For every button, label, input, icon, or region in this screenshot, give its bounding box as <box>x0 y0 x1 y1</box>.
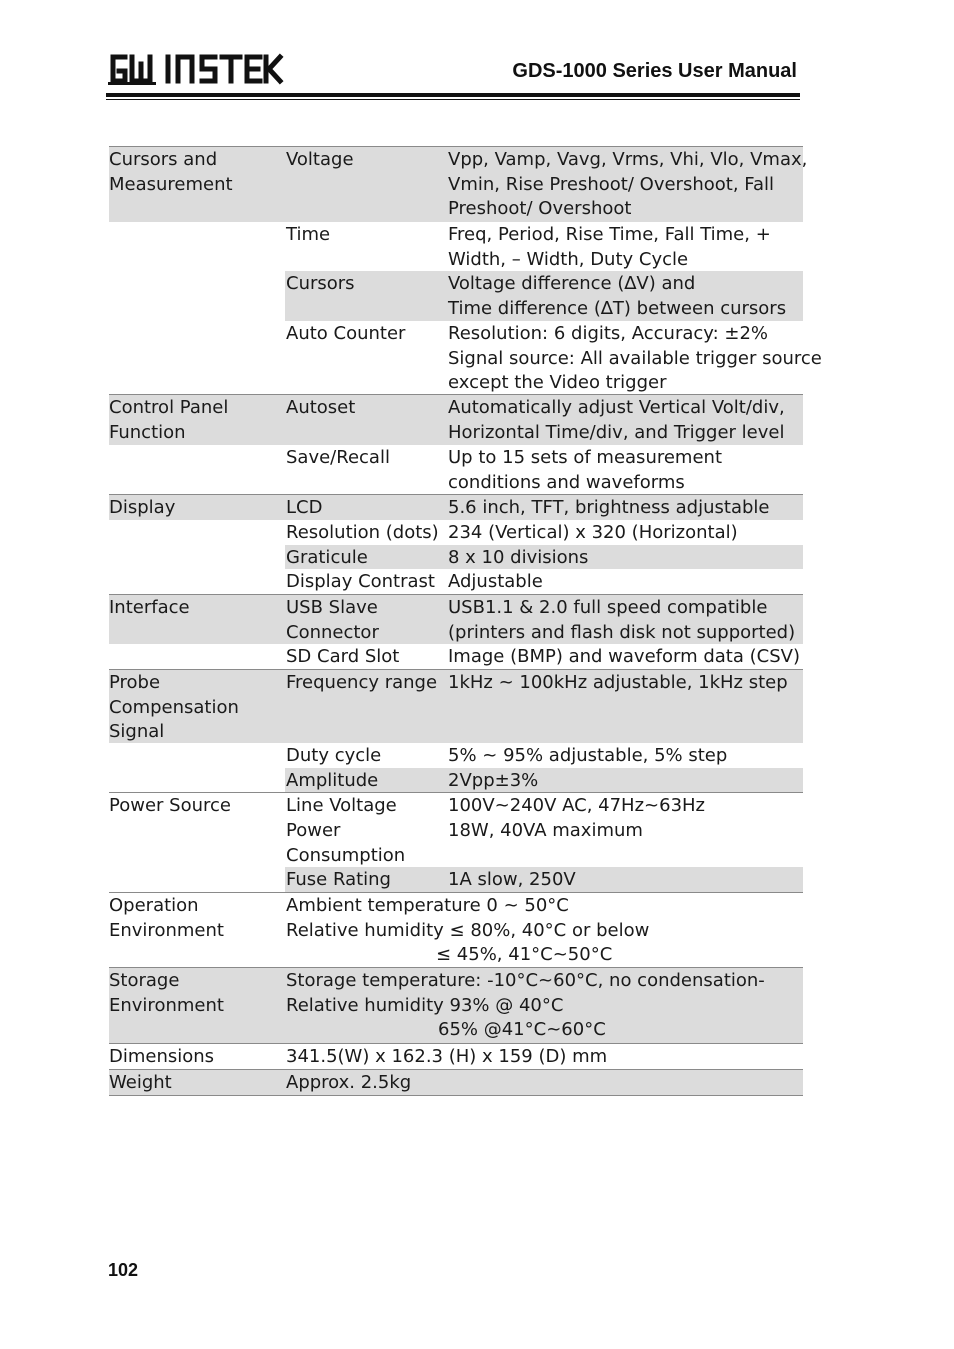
header-rule-thin <box>106 99 800 100</box>
spec-value-line: Relative humidity ≤ 80%, 40°C or below <box>286 919 650 941</box>
spec-value-line: Freq, Period, Rise Time, Fall Time, + <box>448 224 771 245</box>
spec-item-line: Display Contrast <box>286 571 435 592</box>
spec-value <box>448 596 803 645</box>
spec-category-line: Operation <box>109 895 199 916</box>
spec-category <box>109 894 281 943</box>
spec-category <box>109 1071 281 1096</box>
spec-category-line: Weight <box>109 1072 172 1093</box>
spec-value-line: Approx. 2.5kg <box>286 1072 412 1093</box>
spec-value <box>448 446 803 495</box>
spec-row <box>109 644 803 669</box>
spec-item-line: LCD <box>286 497 323 518</box>
spec-value <box>448 223 803 272</box>
spec-item <box>286 148 446 173</box>
spec-item <box>286 769 446 794</box>
spec-value-line: Voltage difference (∆V) and <box>448 273 696 294</box>
spec-category-line: Interface <box>109 597 190 618</box>
spec-value-line: Storage temperature: -10°C~60°C, no condensation- <box>286 970 765 991</box>
spec-item <box>286 596 446 645</box>
spec-item-line: Time <box>286 224 331 245</box>
spec-item <box>286 570 446 595</box>
spec-value <box>448 868 803 893</box>
spec-value <box>286 1071 803 1096</box>
spec-row <box>109 1043 803 1069</box>
spec-value <box>448 322 822 396</box>
spec-value <box>286 1045 803 1070</box>
spec-value <box>448 148 808 222</box>
spec-row <box>109 818 803 867</box>
spec-value <box>448 769 803 794</box>
spec-row <box>109 494 803 520</box>
spec-value-line: ≤ 45%, 41°C~50°C <box>436 944 613 966</box>
spec-item-line: Frequency range <box>286 672 438 693</box>
spec-row <box>109 768 803 792</box>
spec-category <box>109 148 281 197</box>
spec-item-line: Connector <box>286 621 379 643</box>
spec-value-line: Adjustable <box>448 571 543 592</box>
spec-category <box>109 496 281 521</box>
spec-category-line: Environment <box>109 919 224 941</box>
spec-category-line: Storage <box>109 970 180 991</box>
spec-value-line: except the Video trigger <box>448 372 667 394</box>
spec-item-line: Cursors <box>286 273 355 294</box>
spec-item <box>286 671 446 696</box>
spec-value <box>448 546 803 571</box>
spec-item-line: Consumption <box>286 844 406 866</box>
spec-item <box>286 446 446 471</box>
spec-value-line: 1kHz ~ 100kHz adjustable, 1kHz step <box>448 672 788 693</box>
spec-row <box>109 271 803 321</box>
spec-item <box>286 396 446 421</box>
spec-item <box>286 546 446 571</box>
spec-value-line: 65% @41°C~60°C <box>438 1019 606 1041</box>
spec-category-line: Probe <box>109 672 161 693</box>
spec-item <box>286 272 446 297</box>
spec-value-line: 5% ~ 95% adjustable, 5% step <box>448 745 728 766</box>
spec-category-line: Display <box>109 497 176 518</box>
spec-value <box>448 496 803 521</box>
spec-value <box>448 744 803 769</box>
spec-value-line: Ambient temperature 0 ~ 50°C <box>286 895 569 916</box>
spec-category-line: Power Source <box>109 795 231 816</box>
spec-value-line: conditions and waveforms <box>448 471 685 493</box>
spec-value <box>286 969 803 1043</box>
spec-row <box>109 394 803 445</box>
spec-item <box>286 223 446 248</box>
spec-value-line: 234 (Vertical) x 320 (Horizontal) <box>448 522 738 543</box>
document-title: GDS-1000 Series User Manual <box>512 60 797 82</box>
spec-value-line: Vmin, Rise Preshoot/ Overshoot, Fall <box>448 173 774 195</box>
spec-item-line: Save/Recall <box>286 447 390 468</box>
spec-category <box>109 596 281 621</box>
spec-row <box>109 222 803 271</box>
spec-row <box>109 792 803 818</box>
spec-item <box>286 521 446 546</box>
spec-category-line: Function <box>109 421 186 443</box>
spec-row <box>109 569 803 594</box>
spec-value-line: Preshoot/ Overshoot <box>448 198 632 220</box>
spec-row <box>109 892 803 967</box>
spec-item <box>286 322 446 347</box>
spec-item-line: Amplitude <box>286 770 379 791</box>
spec-row <box>109 545 803 569</box>
spec-category <box>109 969 281 1018</box>
spec-value <box>448 396 803 445</box>
spec-value-line: USB1.1 & 2.0 full speed compatible <box>448 597 768 618</box>
spec-row <box>109 520 803 545</box>
spec-category <box>109 794 281 819</box>
spec-value-line: 18W, 40VA maximum <box>448 820 643 841</box>
spec-item-line: SD Card Slot <box>286 646 400 667</box>
spec-category-line: Signal <box>109 721 165 743</box>
spec-row <box>109 967 803 1043</box>
spec-value-line: Width, – Width, Duty Cycle <box>448 248 689 270</box>
spec-row <box>109 594 803 644</box>
spec-category-line: Cursors and <box>109 149 218 170</box>
spec-row <box>109 669 803 743</box>
spec-value-line: 8 x 10 divisions <box>448 547 589 568</box>
spec-item-line: Auto Counter <box>286 323 406 344</box>
spec-category <box>109 396 281 445</box>
spec-row <box>109 321 822 394</box>
spec-category <box>109 671 281 745</box>
spec-category-line: Compensation <box>109 696 239 718</box>
spec-value <box>286 894 803 968</box>
spec-value-line: Time difference (∆T) between cursors <box>448 297 787 319</box>
spec-value-line: Resolution: 6 digits, Accuracy: ±2% <box>448 323 769 344</box>
spec-value <box>448 819 803 844</box>
spec-item-line: Line Voltage <box>286 795 397 816</box>
spec-row <box>109 445 803 494</box>
spec-value-line: 341.5(W) x 162.3 (H) x 159 (D) mm <box>286 1046 608 1067</box>
spec-category-line: Environment <box>109 994 224 1016</box>
spec-item-line: Fuse Rating <box>286 869 391 890</box>
spec-value-line: 1A slow, 250V <box>448 869 576 890</box>
spec-item-line: Voltage <box>286 149 354 170</box>
spec-item-line: USB Slave <box>286 597 378 618</box>
spec-value <box>448 272 803 321</box>
spec-item-line: Power <box>286 820 341 841</box>
spec-category <box>109 1045 281 1070</box>
spec-value-line: 100V~240V AC, 47Hz~63Hz <box>448 795 706 816</box>
spec-value-line: Up to 15 sets of measurement <box>448 447 722 468</box>
spec-category-line: Dimensions <box>109 1046 215 1067</box>
spec-row <box>109 867 803 892</box>
spec-category-line: Measurement <box>109 173 233 195</box>
spec-value-line: Automatically adjust Vertical Volt/div, <box>448 397 785 418</box>
spec-value-line: Horizontal Time/div, and Trigger level <box>448 421 785 443</box>
header-rule <box>106 93 800 97</box>
spec-value <box>448 794 803 819</box>
spec-value-line: (printers and flash disk not supported) <box>448 621 796 643</box>
spec-row <box>109 1069 803 1096</box>
spec-item <box>286 744 446 769</box>
spec-value <box>448 645 803 670</box>
spec-row <box>109 743 803 768</box>
spec-item <box>286 819 446 868</box>
spec-table <box>109 146 822 1096</box>
page-number: 102 <box>108 1260 139 1280</box>
spec-item-line: Autoset <box>286 397 356 418</box>
spec-value-line: 5.6 inch, TFT, brightness adjustable <box>448 497 770 518</box>
spec-item <box>286 794 446 819</box>
spec-value-line: 2Vpp±3% <box>448 770 539 791</box>
spec-item <box>286 496 446 521</box>
spec-item <box>286 868 446 893</box>
spec-value-line: Vpp, Vamp, Vavg, Vrms, Vhi, Vlo, Vmax, <box>448 149 808 170</box>
spec-value-line: Image (BMP) and waveform data (CSV) <box>448 646 800 667</box>
spec-value-line: Relative humidity 93% @ 40°C <box>286 994 564 1016</box>
spec-row <box>109 146 808 222</box>
spec-item <box>286 645 446 670</box>
spec-item-line: Graticule <box>286 547 368 568</box>
spec-item-line: Duty cycle <box>286 745 382 766</box>
spec-category-line: Control Panel <box>109 397 229 418</box>
spec-value <box>448 521 803 546</box>
spec-item-line: Resolution (dots) <box>286 522 439 543</box>
spec-value-line: Signal source: All available trigger source <box>448 347 822 369</box>
spec-value <box>448 671 803 696</box>
gw-instek-logo <box>108 52 284 86</box>
spec-value <box>448 570 803 595</box>
